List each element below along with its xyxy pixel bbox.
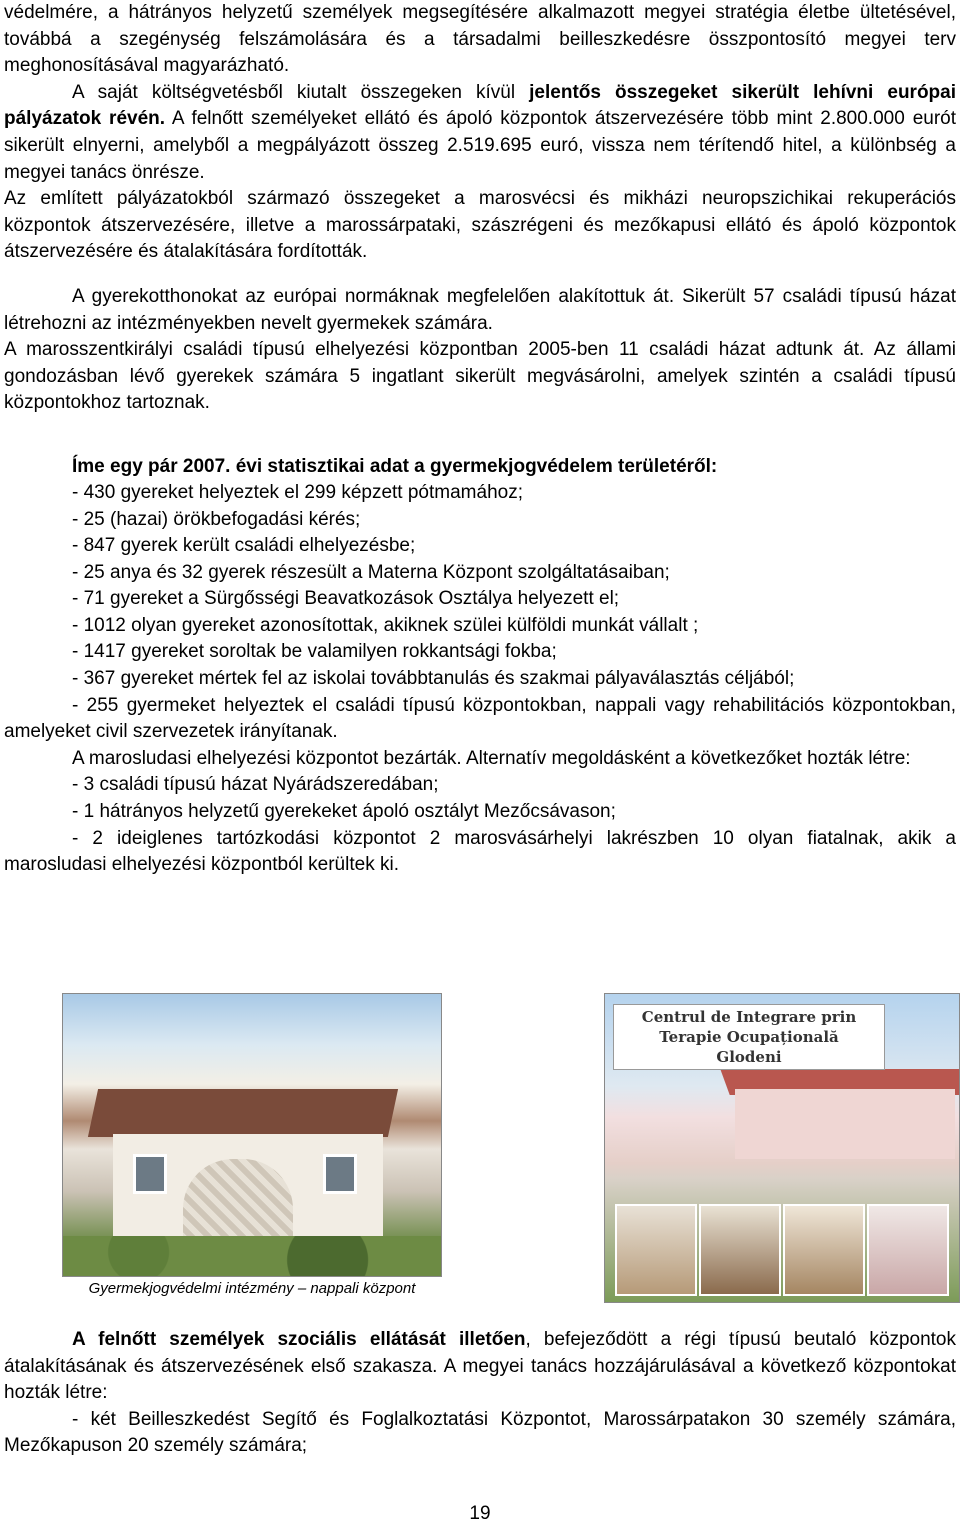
figure-caption: Gyermekjogvédelmi intézmény – nappali központ <box>88 1280 416 1297</box>
paragraph-2 <box>4 80 956 186</box>
paragraph-6: A marosludasi elhelyezési központot bezárták. Alternatív megoldásként a következőket hozták létre: <box>72 747 911 769</box>
stat-item: - 367 gyereket mértek fel az iskolai továbbtanulás és szakmai pályaválasztás céljából; <box>72 668 795 690</box>
stat-item: - 430 gyereket helyeztek el 299 képzett pótmamához; <box>72 481 523 503</box>
center-sign <box>613 1004 885 1070</box>
stat-item: - 1417 gyereket soroltak be valamilyen rokkantsági fokba; <box>72 641 557 663</box>
figure <box>62 993 960 1303</box>
paragraph-7-rest: , befejeződött a régi típusú beutaló központok átalakításának és átszervezésének első szakasza. A megyei tanács hozzájárulásával a következő központokat hozták létre: <box>4 1329 957 1404</box>
sign-line-3: Glodeni <box>716 1048 782 1066</box>
paragraph-2-text-b: A felnőtt személyeket ellátó és ápoló központok átszervezésére több mint 2.800.000 eurót sikerült elnyerni, amelyből a megpályázott összeg 2.519.695 euró, vissza nem térítendő hitel, a különbség a megyei tanács önrésze. <box>4 108 956 183</box>
document-body <box>4 0 956 879</box>
stats-heading: Íme egy pár 2007. évi statisztikai adat a gyermekjogvédelem területéről: <box>72 455 718 477</box>
stat-item: - 847 gyerek került családi elhelyezésbe; <box>72 535 416 557</box>
interior-photo <box>699 1204 781 1296</box>
stat-item: - 1012 olyan gyereket azonosítottak, akiknek szülei külföldi munkát vállalt ; <box>72 614 699 636</box>
paragraph-7-bold: A felnőtt személyek szociális ellátását illetően <box>72 1329 526 1350</box>
paragraph-7 <box>4 1327 956 1407</box>
paragraph-3: Az említett pályázatokból származó összegeket a marosvécsi és mikházi neuropszichikai rekuperációs központok átszervezésére, illetve a marossárpataki, szászrégeni és mezőkapusi ellátó és ápoló központok átszervezésére és átalakítására fordították. <box>4 188 956 263</box>
alt-item: - 1 hátrányos helyzetű gyerekeket ápoló osztályt Mezőcsávason; <box>72 801 616 823</box>
interior-photo <box>615 1204 697 1296</box>
paragraph-8: - két Beilleszkedést Segítő és Foglalkoztatási Központot, Marossárpatakon 30 személy számára, Mezőkapuson 20 személy számára; <box>4 1408 956 1457</box>
stat-item: - 255 gyermeket helyeztek el családi típusú központokban, nappali vagy rehabilitációs központokban, amelyeket civil szervezetek irányítanak. <box>4 694 956 743</box>
page-number: 19 <box>469 1503 491 1524</box>
stat-item: - 25 (hazai) örökbefogadási kérés; <box>72 508 361 530</box>
stat-item: - 25 anya és 32 gyerek részesült a Materna Központ szolgáltatásaiban; <box>72 561 670 583</box>
house-photo <box>62 993 442 1277</box>
sign-line-2: Terapie Ocupațională <box>659 1028 839 1046</box>
paragraph-2-text-a: A saját költségvetésből kiutalt összegeken kívül <box>72 81 530 103</box>
interior-photo <box>867 1204 949 1296</box>
paragraph-2-bold: jelentős összegeket sikerült lehívni európai pályázatok révén. <box>4 81 956 130</box>
after-figure-text <box>4 1327 956 1460</box>
alt-item: - 2 ideiglenes tartózkodási központot 2 marosvásárhelyi lakrészben 10 olyan fiatalnak, akik a marosludasi elhelyezési központból kerültek ki. <box>4 827 956 876</box>
window-shape <box>323 1154 357 1194</box>
paragraph-1: védelmére, a hátrányos helyzetű személyek megsegítésére alkalmazott megyei stratégia életbe ültetésével, továbbá a szegénység felszámolására és a társadalmi beilleszkedésre összpontosító megyei terv meghonosításával magyarázható. <box>4 2 956 77</box>
paragraph-5: A marosszentkirályi családi típusú elhelyezési központban 2005-ben 11 családi házat adtunk át. Az állami gondozásban lévő gyerekek számára 5 ingatlant sikerült megvásárolni, amelyek szintén a családi típusú központokhoz tartoznak. <box>4 339 956 414</box>
sign-line-1: Centrul de Integrare prin <box>641 1008 857 1026</box>
alt-item: - 3 családi típusú házat Nyárádszeredában; <box>72 774 439 796</box>
paragraph-4: A gyerekotthonokat az európai normáknak megfelelően alakítottuk át. Sikerült 57 családi típusú házat létrehozni az intézményekben nevelt gyermekek számára. <box>4 285 956 334</box>
roof-shape <box>88 1089 398 1137</box>
center-collage-photo <box>604 993 960 1303</box>
window-shape <box>133 1154 167 1194</box>
bushes-shape <box>63 1236 441 1276</box>
building-shape <box>735 1089 955 1159</box>
interior-photo <box>783 1204 865 1296</box>
stat-item: - 71 gyereket a Sürgősségi Beavatkozások Osztálya helyezett el; <box>72 588 620 610</box>
